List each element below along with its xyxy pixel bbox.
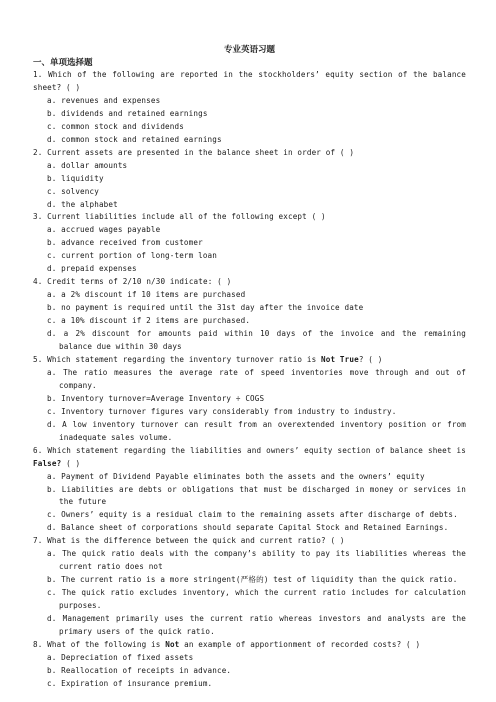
option-b: b. Reallocation of receipts in advance. [47,665,232,675]
option-c: c. current portion of long-term loan [47,251,217,261]
option-d: d. Balance sheet of corporations should separate Capital Stock and Retained Earnings. [47,523,449,533]
option-b: b. dividends and retained earnings [47,108,208,118]
question-3 [33,211,466,276]
option-b: b. liquidity [47,173,104,183]
question-stem [33,445,466,471]
question-stem [33,354,466,367]
option-c: c. solvency [47,186,99,196]
option-a: a. revenues and expenses [47,95,161,105]
question-stem: 4. Credit terms of 2/10 n/30 indicate: ( ) [33,277,232,287]
option-c: c. Inventory turnover figures vary considerably from industry to industry. [47,406,397,416]
option-a: a. dollar amounts [47,160,128,170]
option-d: d. a 2% discount for amounts paid within 10 days of the invoice and the remaining balance due within 30 days [47,329,466,352]
question-4 [33,276,466,354]
question-6 [33,445,466,536]
stem-emphasis: Not [165,639,180,649]
option-d: d. Management primarily uses the current ratio whereas investors and analysts are the primary users of the quick ratio. [47,614,466,636]
stem-text: 5. Which statement regarding the inventory turnover ratio is [33,354,322,364]
option-b: b. advance received from customer [47,238,203,248]
option-a: a. a 2% discount if 10 items are purchased [47,290,246,300]
question-5 [33,354,466,445]
option-d: d. the alphabet [47,199,118,209]
option-d: d. common stock and retained earnings [47,134,222,144]
option-b: b. Liabilities are debts or obligations that must be discharged in money or services in the future [47,484,466,507]
question-stem: 3. Current liabilities include all of the following except ( ) [33,212,326,222]
question-stem: 2. Current assets are presented in the balance sheet in order of ( ) [33,147,355,157]
question-7 [33,535,466,639]
option-c: c. a 10% discount if 2 items are purchased. [47,316,251,326]
stem-text: 6. Which statement regarding the liabilities and owners’ equity section of balance sheet is [33,445,466,455]
option-c: c. common stock and dividends [47,121,184,131]
question-1 [33,69,466,147]
option-d: d. prepaid expenses [47,264,137,274]
stem-text: ? ( ) [358,354,383,364]
question-stem: 1. Which of the following are reported in the stockholders’ equity section of the balance sheet? ( ) [33,70,466,92]
question-stem: 7. What is the difference between the quick and current ratio? ( ) [33,536,345,546]
question-2 [33,147,466,212]
option-c: c. Owners’ equity is a residual claim to the remaining assets after discharge of debts. [47,510,458,520]
page-title: 专业英语习题 [223,45,275,55]
option-a: a. Depreciation of fixed assets [47,652,194,662]
question-stem [33,639,466,652]
stem-emphasis: False? [33,458,62,468]
option-a: a. Payment of Dividend Payable eliminates both the assets and the owners’ equity [47,471,425,481]
option-b: b. The current ratio is a more stringent(严格的) test of liquidity than the quick ratio. [47,575,458,585]
option-b: b. no payment is required until the 31st day after the invoice date [47,303,364,313]
option-b: b. Inventory turnover=Average Inventory ÷ COGS [47,393,265,403]
option-a: a. The ratio measures the average rate of speed inventories move through and out of company. [47,367,466,390]
stem-text: an example of apportionment of recorded costs? ( ) [179,639,421,649]
stem-text: ( ) [61,458,81,468]
question-8 [33,639,466,691]
option-c: c. The quick ratio excludes inventory, which the current ratio includes for calculation purposes. [47,588,466,611]
option-d: d. A low inventory turnover can result from an overextended inventory position or from inadequate sales volume. [47,419,466,442]
section-heading: 一、单项选择题 [33,58,93,68]
option-a: a. accrued wages payable [47,225,161,235]
option-a: a. The quick ratio deals with the company’s ability to pay its liabilities whereas the current ratio does not [47,549,466,572]
stem-emphasis: Not True [321,354,359,364]
option-c: c. Expiration of insurance premium. [47,678,213,688]
stem-text: 8. What of the following is [33,639,166,649]
